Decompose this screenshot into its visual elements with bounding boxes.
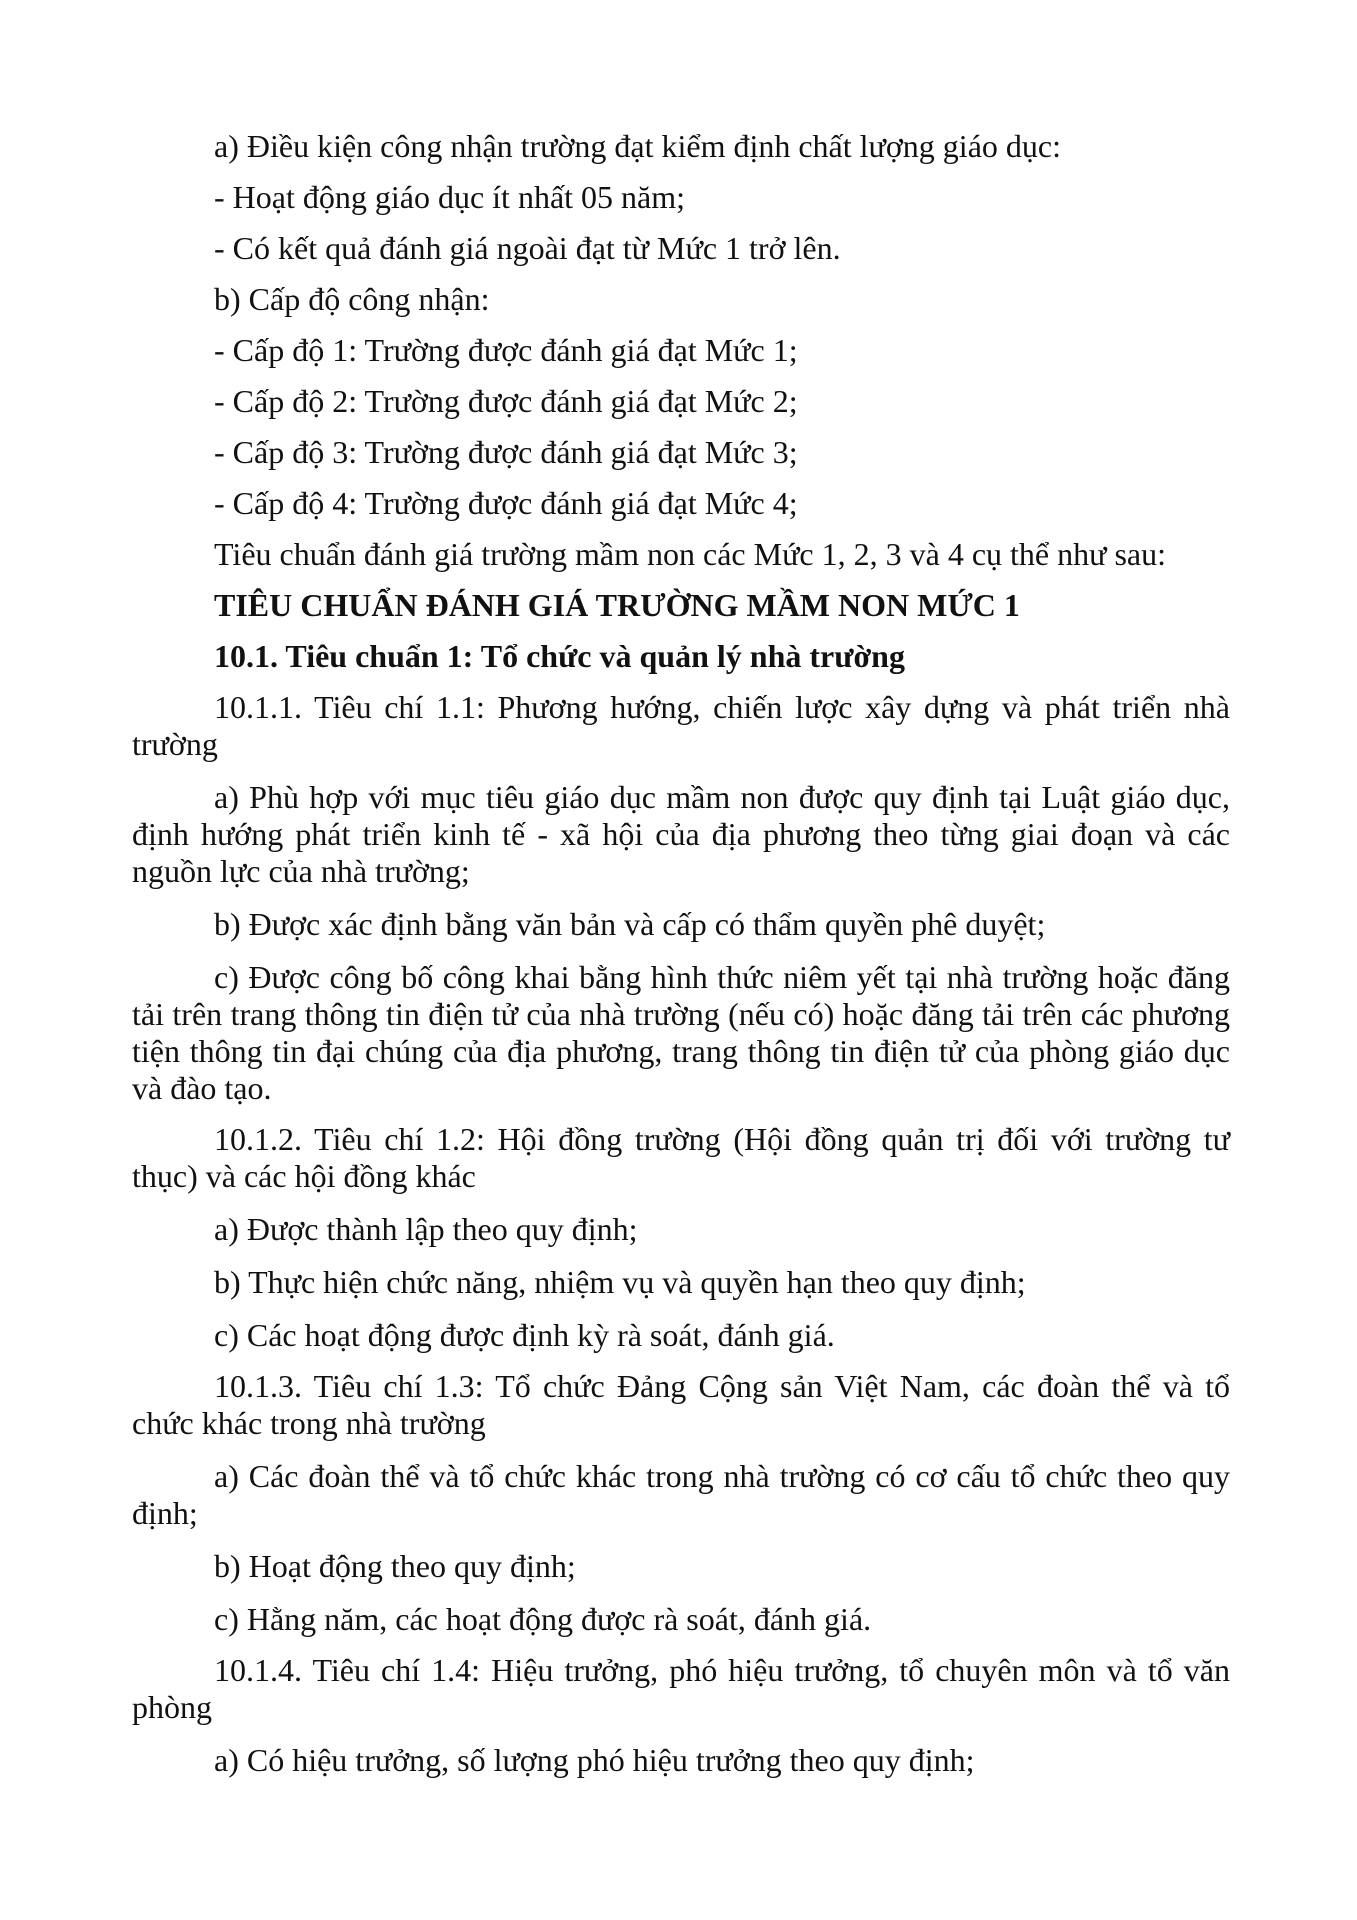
criterion-1-4-a: a) Có hiệu trưởng, số lượng phó hiệu trưởng theo quy định; [214,1742,975,1778]
criterion-1-1-a: a) Phù hợp với mục tiêu giáo dục mầm non được quy định tại Luật giáo dục, định hướng phát triển kinh tế - xã hội của địa phương theo từng giai đoạn và các nguồn lực của nhà trường; [132,779,1230,889]
criterion-1-2-c: c) Các hoạt động được định kỳ rà soát, đánh giá. [214,1317,835,1353]
criterion-1-1-heading: 10.1.1. Tiêu chí 1.1: Phương hướng, chiến lược xây dựng và phát triển nhà trường [132,689,1230,762]
criterion-1-2-heading: 10.1.2. Tiêu chí 1.2: Hội đồng trường (Hội đồng quản trị đối với trường tư thục) và các hội đồng khác [132,1121,1230,1194]
criterion-1-3-b: b) Hoạt động theo quy định; [214,1548,576,1584]
criterion-1-1-c: c) Được công bố công khai bằng hình thức niêm yết tại nhà trường hoặc đăng tải trên trang thông tin điện tử của nhà trường (nếu có) hoặc đăng tải trên các phương tiện thông tin đại chúng của địa phương, trang thông tin điện tử của phòng giáo dục và đào tạo. [132,959,1230,1106]
criterion-1-1-b: b) Được xác định bằng văn bản và cấp có thẩm quyền phê duyệt; [214,906,1046,942]
level-item-3: - Cấp độ 3: Trường được đánh giá đạt Mức 3; [214,434,798,470]
criterion-1-2-b: b) Thực hiện chức năng, nhiệm vụ và quyền hạn theo quy định; [214,1264,1026,1300]
level-item-2: - Cấp độ 2: Trường được đánh giá đạt Mức 2; [214,383,798,419]
condition-item-2: - Có kết quả đánh giá ngoài đạt từ Mức 1 trở lên. [214,230,841,266]
criterion-1-2-a: a) Được thành lập theo quy định; [214,1211,638,1247]
standards-intro: Tiêu chuẩn đánh giá trường mầm non các Mức 1, 2, 3 và 4 cụ thể như sau: [214,536,1167,572]
criterion-1-3-a: a) Các đoàn thể và tổ chức khác trong nhà trường có cơ cấu tổ chức theo quy định; [132,1458,1230,1531]
section-title: TIÊU CHUẨN ĐÁNH GIÁ TRƯỜNG MẦM NON MỨC 1 [214,587,1020,623]
criterion-1-4-heading: 10.1.4. Tiêu chí 1.4: Hiệu trưởng, phó hiệu trưởng, tổ chuyên môn và tổ văn phòng [132,1652,1230,1725]
condition-item-1: - Hoạt động giáo dục ít nhất 05 năm; [214,179,686,215]
level-item-4: - Cấp độ 4: Trường được đánh giá đạt Mức 4; [214,485,798,521]
level-item-1: - Cấp độ 1: Trường được đánh giá đạt Mức 1; [214,332,798,368]
condition-heading: a) Điều kiện công nhận trường đạt kiểm định chất lượng giáo dục: [214,128,1061,164]
standard-1-heading: 10.1. Tiêu chuẩn 1: Tổ chức và quản lý nhà trường [214,638,905,674]
criterion-1-3-c: c) Hằng năm, các hoạt động được rà soát, đánh giá. [214,1601,872,1637]
document-body [132,128,1230,1779]
criterion-1-3-heading: 10.1.3. Tiêu chí 1.3: Tổ chức Đảng Cộng sản Việt Nam, các đoàn thể và tổ chức khác trong nhà trường [132,1368,1230,1441]
level-heading: b) Cấp độ công nhận: [214,281,490,317]
